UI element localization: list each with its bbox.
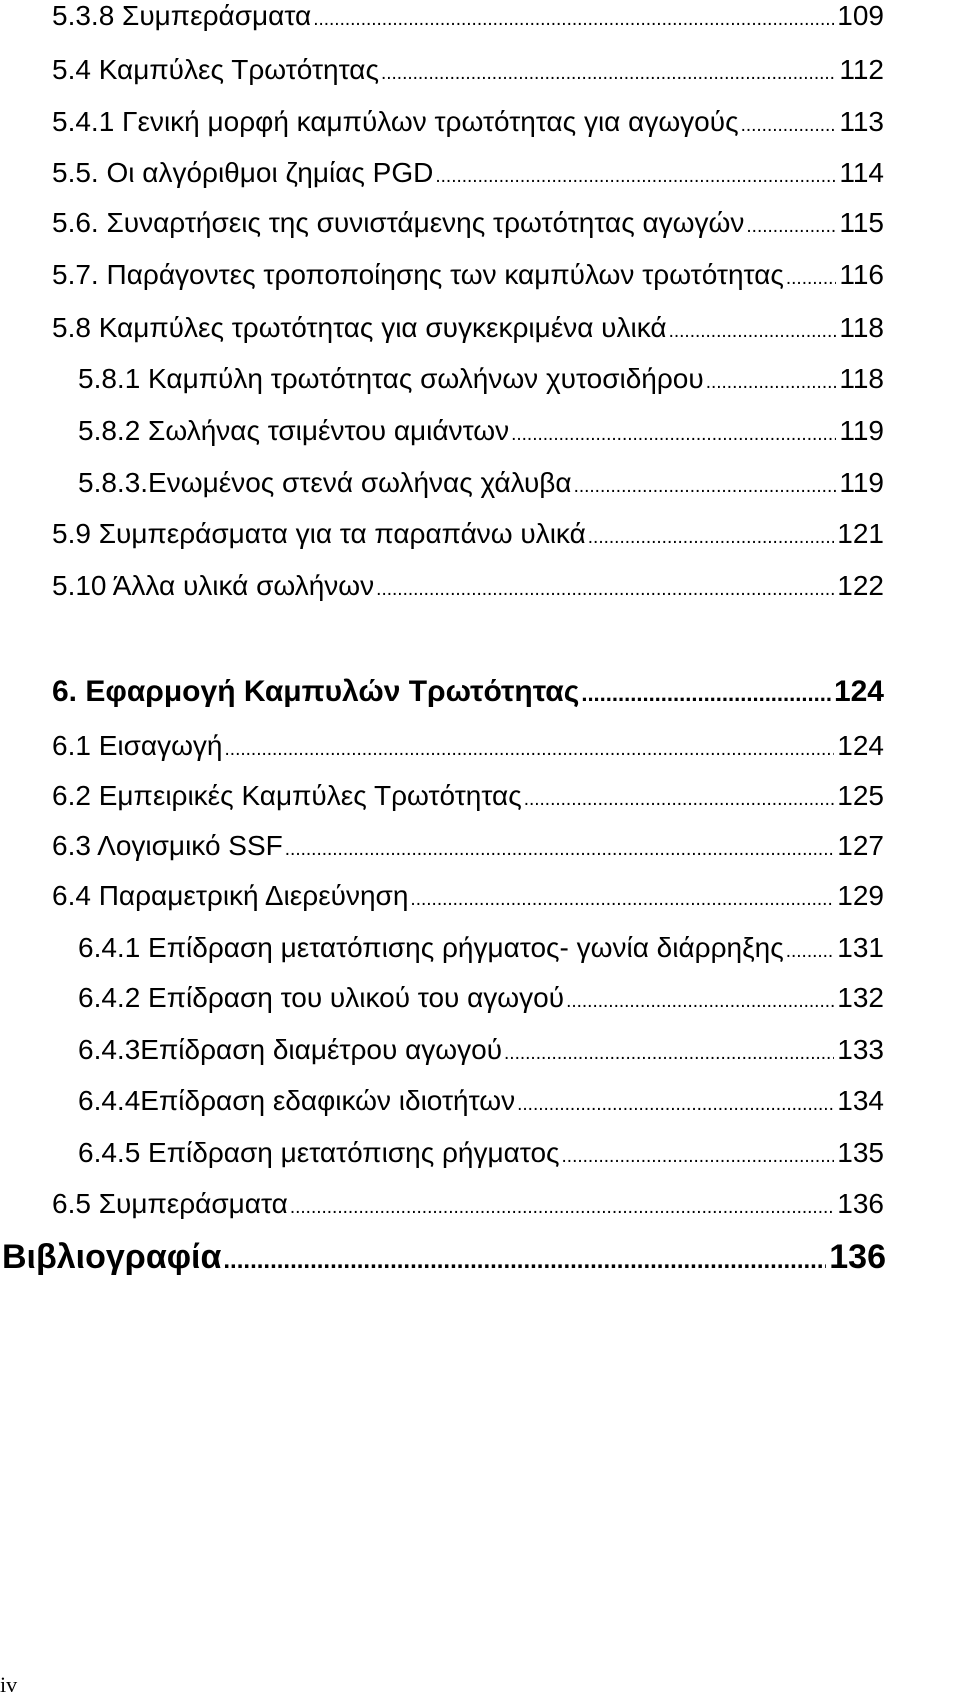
toc-entry[interactable] bbox=[52, 52, 884, 88]
toc-entry-title: 5.8.3.Ενωμένος στενά σωλήνας χάλυβα bbox=[78, 467, 572, 498]
toc-entry-page: 121 bbox=[837, 518, 884, 549]
toc-entry-page: 129 bbox=[837, 880, 884, 911]
toc-entry-page: 134 bbox=[837, 1085, 884, 1116]
dot-leader bbox=[706, 365, 837, 401]
toc-entry[interactable] bbox=[52, 778, 884, 814]
toc-entry[interactable] bbox=[52, 0, 884, 34]
toc-entry[interactable] bbox=[52, 828, 884, 864]
dot-leader bbox=[741, 108, 837, 144]
toc-entry-title: 6.4 Παραμετρική Διερεύνηση bbox=[52, 880, 409, 911]
toc-entry-page: 112 bbox=[839, 54, 884, 85]
toc-entry-title: 6.4.1 Επίδραση μετατόπισης ρήγματος- γωνία διάρρηξης bbox=[78, 932, 784, 963]
toc-entry-page: 113 bbox=[839, 106, 884, 137]
dot-leader bbox=[290, 1190, 834, 1226]
toc-entry[interactable] bbox=[78, 980, 884, 1016]
toc-entry-page: 118 bbox=[839, 312, 884, 343]
toc-entry-title: 5.8 Καμπύλες τρωτότητας για συγκεκριμένα υλικά bbox=[52, 312, 667, 343]
toc-entry-page: 131 bbox=[837, 932, 884, 963]
dot-leader bbox=[786, 261, 836, 297]
toc-entry[interactable] bbox=[52, 155, 884, 191]
toc-entry-title: 6.4.3Επίδραση διαμέτρου αγωγού bbox=[78, 1034, 503, 1065]
toc-entry-page: 115 bbox=[839, 207, 884, 238]
toc-entry-title: 5.7. Παράγοντες τροποποίησης των καμπύλων τρωτότητας bbox=[52, 259, 784, 290]
toc-entry-title: 6.5 Συμπεράσματα bbox=[52, 1188, 288, 1219]
dot-leader bbox=[524, 782, 835, 818]
toc-entry[interactable] bbox=[52, 516, 884, 552]
dot-leader bbox=[574, 469, 837, 505]
toc-entry-title: Βιβλιογραφία bbox=[2, 1238, 222, 1276]
dot-leader bbox=[225, 732, 835, 768]
dot-leader bbox=[504, 1036, 834, 1072]
dot-leader bbox=[410, 882, 834, 918]
toc-entry-title: 5.8.2 Σωλήνας τσιμέντου αμιάντων bbox=[78, 415, 510, 446]
toc-entry-title: 6.4.5 Επίδραση μετατόπισης ρήγματος bbox=[78, 1137, 560, 1168]
dot-leader bbox=[381, 56, 836, 92]
toc-entry-page: 132 bbox=[837, 982, 884, 1013]
toc-entry[interactable] bbox=[78, 1135, 884, 1171]
dot-leader bbox=[746, 209, 836, 245]
dot-leader bbox=[511, 417, 836, 453]
toc-entry[interactable] bbox=[78, 465, 884, 501]
toc-entry-page: 122 bbox=[837, 570, 884, 601]
toc-entry-page: 124 bbox=[833, 675, 884, 708]
toc-entry[interactable] bbox=[52, 205, 884, 241]
dot-leader bbox=[588, 520, 835, 556]
toc-entry-title: 5.5. Οι αλγόριθμοι ζημίας PGD bbox=[52, 157, 434, 188]
dot-leader bbox=[223, 1240, 826, 1282]
toc-entry-title: 5.9 Συμπεράσματα για τα παραπάνω υλικά bbox=[52, 518, 586, 549]
toc-entry[interactable] bbox=[52, 568, 884, 604]
toc-entry-page: 109 bbox=[837, 0, 884, 31]
toc-entry-title: 6.3 Λογισμικό SSF bbox=[52, 830, 283, 861]
toc-entry-title: 5.4.1 Γενική μορφή καμπύλων τρωτότητας για αγωγούς bbox=[52, 106, 739, 137]
toc-entry-page: 136 bbox=[829, 1238, 886, 1276]
toc-entry-title: 5.4 Καμπύλες Τρωτότητας bbox=[52, 54, 379, 85]
toc-entry[interactable] bbox=[52, 310, 884, 346]
toc-entry-page: 133 bbox=[837, 1034, 884, 1065]
toc-entry[interactable] bbox=[78, 361, 884, 397]
dot-leader bbox=[669, 314, 837, 350]
toc-entry-title: 6.1 Εισαγωγή bbox=[52, 730, 223, 761]
toc-entry-page: 127 bbox=[837, 830, 884, 861]
toc-entry[interactable] bbox=[52, 878, 884, 914]
toc-entry-page: 124 bbox=[837, 730, 884, 761]
dot-leader bbox=[376, 572, 834, 608]
dot-leader bbox=[313, 2, 834, 38]
page-number: iv bbox=[0, 1672, 18, 1697]
toc-entry-title: 5.8.1 Καμπύλη τρωτότητας σωλήνων χυτοσιδήρου bbox=[78, 363, 704, 394]
dot-leader bbox=[285, 832, 835, 868]
toc-entry[interactable] bbox=[78, 1032, 884, 1068]
toc-entry[interactable] bbox=[52, 1186, 884, 1222]
toc-entry[interactable] bbox=[52, 257, 884, 293]
toc-entry-page: 135 bbox=[837, 1137, 884, 1168]
toc-entry-page: 136 bbox=[837, 1188, 884, 1219]
toc-entry-title: 5.6. Συναρτήσεις της συνιστάμενης τρωτότητας αγωγών bbox=[52, 207, 745, 238]
toc-chapter-entry[interactable] bbox=[52, 674, 884, 710]
toc-entry[interactable] bbox=[78, 930, 884, 966]
toc-entry-title: 5.3.8 Συμπεράσματα bbox=[52, 0, 312, 31]
toc-entry-title: 6.4.2 Επίδραση του υλικού του αγωγού bbox=[78, 982, 565, 1013]
toc-entry-page: 119 bbox=[839, 467, 884, 498]
toc-entry-title: 6.2 Εμπειρικές Καμπύλες Τρωτότητας bbox=[52, 780, 522, 811]
toc-entry-page: 116 bbox=[839, 259, 884, 290]
toc-entry-title: 6.4.4Επίδραση εδαφικών ιδιοτήτων bbox=[78, 1085, 516, 1116]
dot-leader bbox=[581, 676, 831, 712]
toc-entry-title: 5.10 Άλλα υλικά σωλήνων bbox=[52, 570, 375, 601]
toc-entry[interactable] bbox=[78, 413, 884, 449]
toc-entry[interactable] bbox=[78, 1083, 884, 1119]
dot-leader bbox=[786, 934, 835, 970]
dot-leader bbox=[435, 159, 836, 195]
dot-leader bbox=[566, 984, 834, 1020]
toc-entry-page: 119 bbox=[839, 415, 884, 446]
dot-leader bbox=[517, 1087, 834, 1123]
toc-entry[interactable] bbox=[52, 728, 884, 764]
dot-leader bbox=[562, 1139, 835, 1175]
toc-entry-page: 114 bbox=[839, 157, 884, 188]
toc-entry-page: 125 bbox=[837, 780, 884, 811]
toc-bibliography-entry[interactable] bbox=[2, 1236, 886, 1278]
toc-entry[interactable] bbox=[52, 104, 884, 140]
toc-entry-title: 6. Εφαρμογή Καμπυλών Τρωτότητας bbox=[52, 675, 580, 708]
toc-entry-page: 118 bbox=[839, 363, 884, 394]
